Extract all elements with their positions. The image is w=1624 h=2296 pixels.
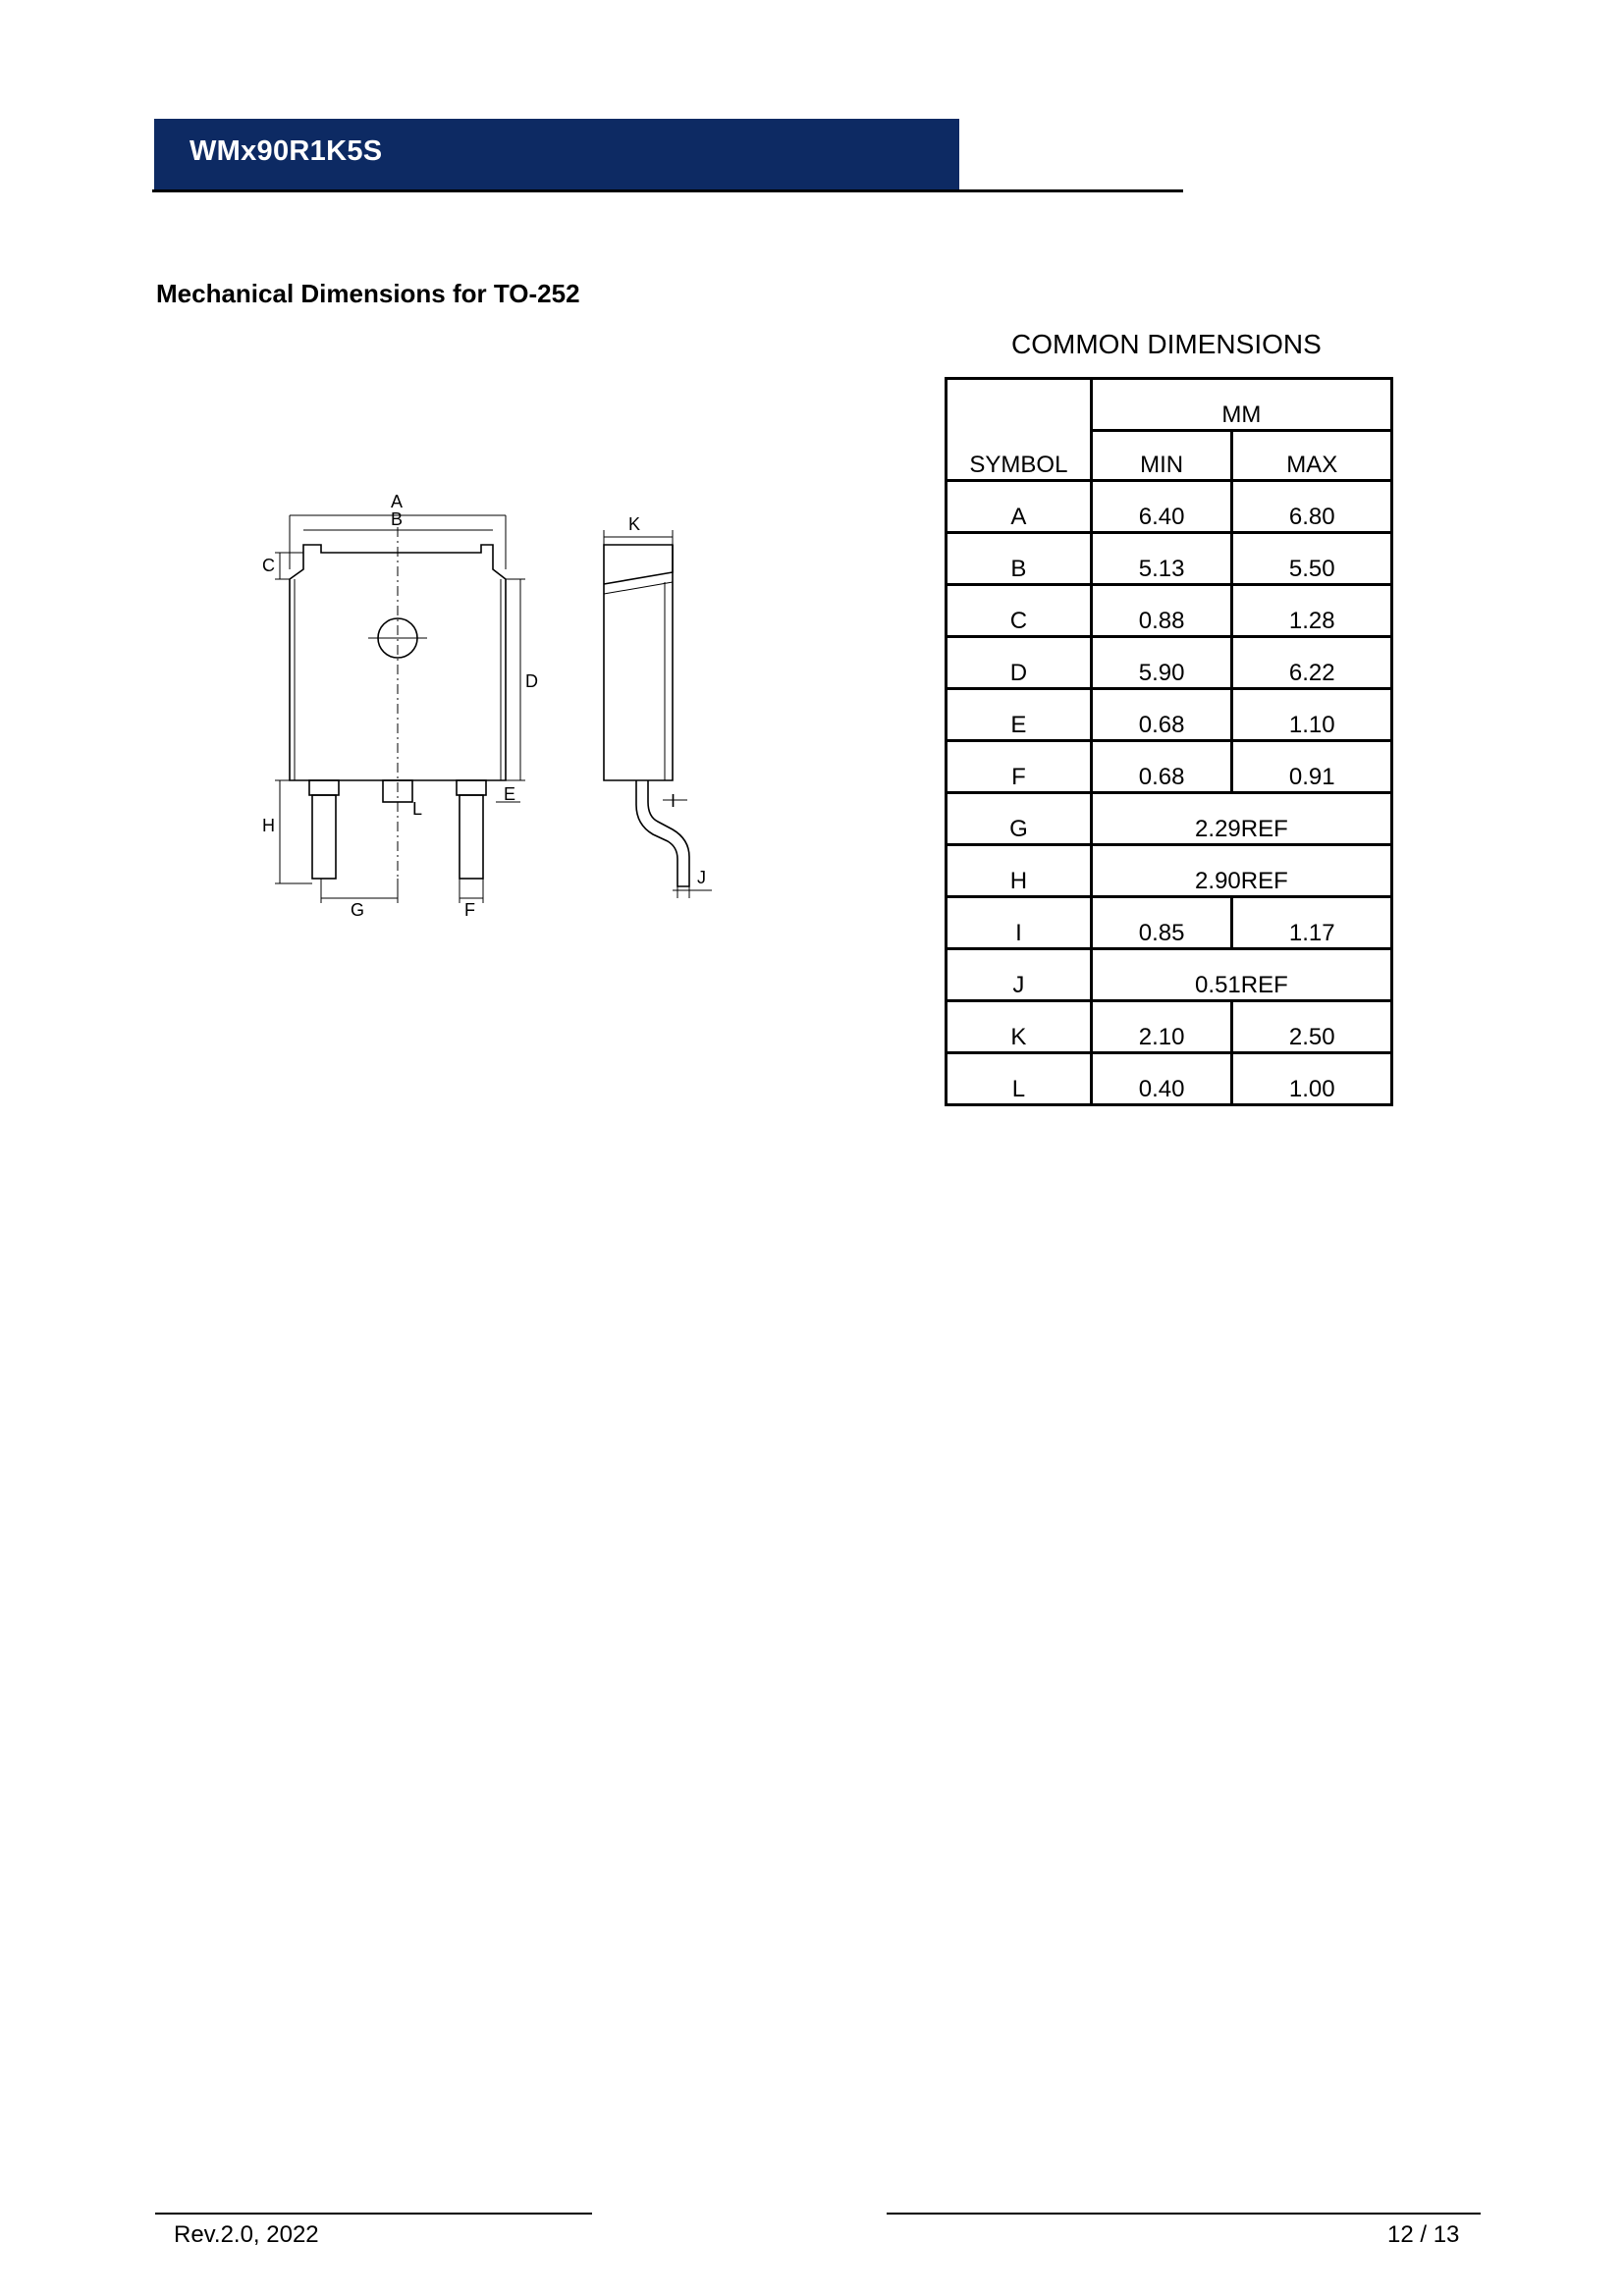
max-cell: 1.00 <box>1232 1053 1392 1105</box>
max-cell: 5.50 <box>1232 533 1392 585</box>
symbol-cell: F <box>947 741 1092 793</box>
min-cell: 0.40 <box>1091 1053 1232 1105</box>
document-title: WMx90R1K5S <box>189 135 383 167</box>
side-view-lead <box>636 780 689 886</box>
max-cell: 6.80 <box>1232 481 1392 533</box>
max-cell: 1.28 <box>1232 585 1392 637</box>
min-cell: 2.10 <box>1091 1001 1232 1053</box>
to252-drawing <box>250 486 741 918</box>
symbol-cell: J <box>947 949 1092 1001</box>
label-G: G <box>351 900 365 918</box>
max-cell: 1.10 <box>1232 689 1392 741</box>
min-header: MIN <box>1091 431 1232 481</box>
min-cell: 0.68 <box>1091 689 1232 741</box>
min-cell: 0.88 <box>1091 585 1232 637</box>
table-row <box>947 689 1392 741</box>
min-cell: 6.40 <box>1091 481 1232 533</box>
lead-left <box>312 795 336 879</box>
label-H: H <box>262 816 275 835</box>
min-cell: 5.13 <box>1091 533 1232 585</box>
min-cell: 5.90 <box>1091 637 1232 689</box>
footer-rule-left <box>155 2213 592 2215</box>
label-E: E <box>504 784 516 804</box>
table-row <box>947 793 1392 845</box>
label-L: L <box>412 799 423 819</box>
table-row <box>947 1001 1392 1053</box>
header-rule <box>152 189 1183 192</box>
max-cell: 6.22 <box>1232 637 1392 689</box>
symbol-cell: D <box>947 637 1092 689</box>
dimensions-table <box>945 377 1393 1106</box>
symbol-cell: L <box>947 1053 1092 1105</box>
unit-header: MM <box>1091 379 1391 431</box>
footer-rule-right <box>887 2213 1481 2215</box>
symbol-cell: H <box>947 845 1092 897</box>
table-row <box>947 585 1392 637</box>
table-title: COMMON DIMENSIONS <box>1011 329 1322 359</box>
symbol-cell: G <box>947 793 1092 845</box>
symbol-cell: I <box>947 897 1092 949</box>
table-row <box>947 741 1392 793</box>
table-row <box>947 949 1392 1001</box>
symbol-cell: B <box>947 533 1092 585</box>
label-I: I <box>671 791 677 811</box>
symbol-header: SYMBOL <box>947 379 1092 481</box>
lead-left-top <box>309 780 339 795</box>
table-header-row <box>947 379 1392 431</box>
max-header: MAX <box>1232 431 1392 481</box>
max-cell: 0.91 <box>1232 741 1392 793</box>
lead-right-top <box>457 780 486 795</box>
label-F: F <box>464 900 475 918</box>
symbol-cell: E <box>947 689 1092 741</box>
max-cell: 2.50 <box>1232 1001 1392 1053</box>
footer-revision: Rev.2.0, 2022 <box>174 2221 319 2248</box>
ref-cell: 2.90REF <box>1091 845 1391 897</box>
min-cell: 0.68 <box>1091 741 1232 793</box>
table-row <box>947 533 1392 585</box>
label-B: B <box>391 509 404 529</box>
table-row <box>947 1053 1392 1105</box>
label-D: D <box>525 671 538 691</box>
section-title: Mechanical Dimensions for TO-252 <box>156 279 580 308</box>
label-J: J <box>697 868 706 887</box>
side-view-tab <box>604 545 673 780</box>
label-C: C <box>262 556 275 575</box>
header-bar <box>154 119 959 189</box>
ref-cell: 0.51REF <box>1091 949 1391 1001</box>
symbol-cell: K <box>947 1001 1092 1053</box>
table-row <box>947 637 1392 689</box>
lead-right <box>460 795 483 879</box>
table-row <box>947 845 1392 897</box>
symbol-cell: A <box>947 481 1092 533</box>
symbol-cell: C <box>947 585 1092 637</box>
max-cell: 1.17 <box>1232 897 1392 949</box>
min-cell: 0.85 <box>1091 897 1232 949</box>
table-row <box>947 897 1392 949</box>
ref-cell: 2.29REF <box>1091 793 1391 845</box>
table-row <box>947 481 1392 533</box>
footer-page-number: 12 / 13 <box>1387 2221 1460 2248</box>
label-K: K <box>628 514 641 534</box>
label-A: A <box>391 492 404 511</box>
